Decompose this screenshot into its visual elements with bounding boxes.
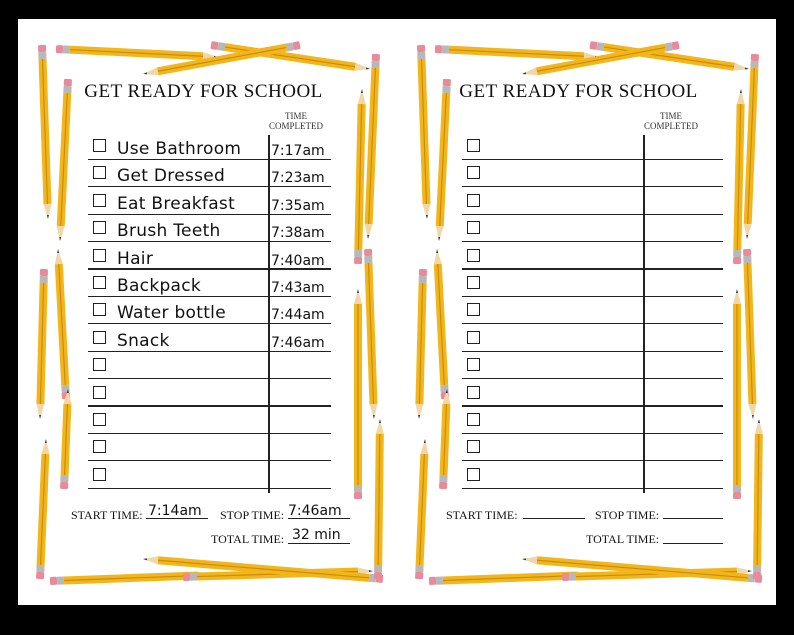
task-checkbox[interactable] (93, 468, 106, 481)
task-time: 7:35am (271, 197, 325, 214)
task-label: Use Bathroom (117, 139, 242, 159)
task-label: Eat Breakfast (117, 193, 236, 214)
task-checkbox[interactable] (467, 413, 480, 426)
task-checkbox[interactable] (467, 440, 480, 453)
task-time: 7:17am (271, 143, 325, 159)
task-label: Get Dressed (117, 166, 226, 187)
worksheet-sheet (18, 19, 776, 605)
task-checkbox[interactable] (467, 303, 480, 316)
row-rule (88, 488, 331, 489)
card-title: GET READY FOR SCHOOL (84, 81, 323, 102)
task-row (88, 297, 331, 324)
task-row (88, 270, 331, 297)
task-time: 7:46am (271, 334, 325, 351)
task-row (462, 462, 723, 489)
stop-time-label: STOP TIME: (220, 508, 285, 522)
task-row (88, 462, 331, 489)
task-checkbox[interactable] (467, 166, 480, 179)
task-row (462, 215, 723, 242)
task-checkbox[interactable] (467, 331, 480, 344)
task-row (88, 188, 331, 215)
task-checkbox[interactable] (93, 166, 106, 179)
total-time-blank (663, 543, 723, 544)
task-row (462, 297, 723, 324)
task-checkbox[interactable] (93, 440, 106, 453)
start-time-value: 7:14am (148, 503, 202, 519)
task-checkbox[interactable] (93, 331, 106, 344)
task-checkbox[interactable] (93, 276, 106, 289)
stop-time-value: 7:46am (288, 503, 342, 519)
task-label: Hair (117, 248, 154, 269)
task-row (462, 243, 723, 270)
task-checkbox[interactable] (467, 468, 480, 481)
task-checkbox[interactable] (467, 139, 480, 152)
task-checkbox[interactable] (467, 358, 480, 371)
task-checkbox[interactable] (467, 221, 480, 234)
task-checkbox[interactable] (93, 303, 106, 316)
task-row (88, 133, 331, 160)
card-title: GET READY FOR SCHOOL (459, 81, 698, 102)
task-label: Snack (117, 330, 170, 351)
task-row (462, 160, 723, 187)
task-row (88, 243, 331, 270)
task-row (88, 380, 331, 407)
stop-time-blank (663, 518, 723, 519)
time-completed-header: TIME COMPLETED (644, 111, 698, 131)
task-row (462, 270, 723, 297)
task-row (88, 407, 331, 434)
task-checkbox[interactable] (93, 413, 106, 426)
task-checkbox[interactable] (93, 386, 106, 399)
task-time: 7:23am (271, 170, 325, 187)
task-checkbox[interactable] (467, 194, 480, 207)
task-checkbox[interactable] (93, 194, 106, 207)
task-row (462, 133, 723, 160)
task-row (462, 325, 723, 352)
task-label: Backpack (117, 276, 202, 296)
task-row (88, 215, 331, 242)
task-checkbox[interactable] (467, 276, 480, 289)
stop-time-label: STOP TIME: (595, 508, 660, 522)
task-time: 7:38am (271, 225, 325, 242)
task-row (462, 188, 723, 215)
task-row (462, 380, 723, 407)
start-time-blank (523, 518, 585, 519)
start-time-label: START TIME: (71, 508, 143, 522)
task-label: Water bottle (117, 303, 226, 324)
task-row (88, 325, 331, 352)
task-row (88, 434, 331, 461)
task-checkbox[interactable] (93, 139, 106, 152)
task-time: 7:44am (271, 307, 325, 324)
task-label: Brush Teeth (117, 221, 221, 242)
task-checkbox[interactable] (93, 249, 106, 262)
checklist-card-right (397, 19, 776, 605)
time-completed-header: TIME COMPLETED (269, 111, 323, 131)
total-time-blank (288, 543, 350, 544)
total-time-label: TOTAL TIME: (211, 532, 285, 546)
task-checkbox[interactable] (93, 221, 106, 234)
task-row (462, 407, 723, 434)
task-row (462, 352, 723, 379)
task-time: 7:40am (271, 252, 325, 269)
task-row (462, 434, 723, 461)
start-time-label: START TIME: (446, 508, 518, 522)
task-time: 7:43am (271, 280, 325, 296)
task-checkbox[interactable] (467, 386, 480, 399)
total-time-value: 32 min (292, 527, 341, 543)
task-row (88, 352, 331, 379)
task-row (88, 160, 331, 187)
row-rule (462, 488, 723, 489)
task-checkbox[interactable] (93, 358, 106, 371)
task-checkbox[interactable] (467, 249, 480, 262)
checklist-card-left (18, 19, 397, 605)
total-time-label: TOTAL TIME: (586, 532, 660, 546)
